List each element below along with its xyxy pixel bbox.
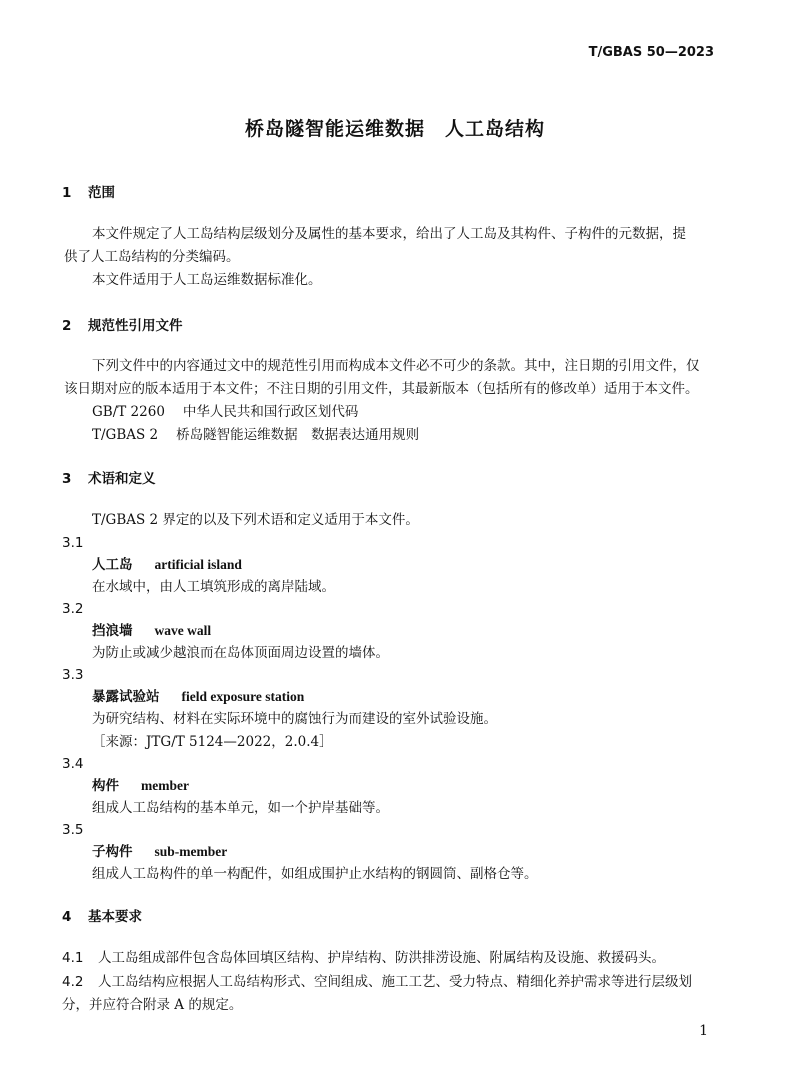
standard-number: T/GBAS 50—2023: [588, 45, 714, 60]
requirement-continuation: 分，并应符合附录 A 的规定。: [62, 997, 243, 1013]
term-entry: [92, 843, 227, 861]
reference-code: T/GBAS 2: [92, 427, 159, 443]
term-zh: 挡浪墙: [92, 623, 133, 639]
term-definition: 为防止或减少越浪而在岛体顶面周边设置的墙体。: [92, 645, 389, 661]
requirement-text: 人工岛组成部件包含岛体回填区结构、护岸结构、防洪排涝设施、附属结构及设施、救援码头。: [98, 950, 665, 966]
paragraph: 本文件适用于人工岛运维数据标准化。: [92, 272, 322, 288]
normative-reference: [92, 403, 358, 421]
term-definition: 组成人工岛构件的单一构配件，如组成围护止水结构的钢圆筒、副格仓等。: [92, 866, 538, 882]
requirement-text: 人工岛结构应根据人工岛结构形式、空间组成、施工工艺、受力特点、精细化养护需求等进行层级划: [98, 974, 692, 990]
page-number: 1: [699, 1023, 708, 1039]
section-title: 范围: [88, 185, 115, 201]
requirement-item: [62, 973, 692, 991]
term-number: 3.2: [62, 601, 84, 617]
term-en: field exposure station: [181, 689, 305, 704]
paragraph: T/GBAS 2 界定的以及下列术语和定义适用于本文件。: [92, 512, 419, 528]
section-number: 3: [62, 471, 72, 487]
term-zh: 构件: [92, 778, 119, 794]
requirement-item: [62, 949, 665, 967]
paragraph-line: 下列文件中的内容通过文中的规范性引用而构成本文件必不可少的条款。其中，注日期的引用文件，仅: [92, 358, 700, 374]
reference-title: 桥岛隧智能运维数据 数据表达通用规则: [176, 427, 420, 443]
reference-title: 中华人民共和国行政区划代码: [182, 404, 359, 420]
term-en: member: [141, 778, 189, 793]
term-definition: 为研究结构、材料在实际环境中的腐蚀行为而建设的室外试验设施。: [92, 711, 497, 727]
paragraph-line: 该日期对应的版本适用于本文件；不注日期的引用文件，其最新版本（包括所有的修改单）适用于本文件。: [64, 381, 699, 397]
term-definition: 组成人工岛结构的基本单元，如一个护岸基础等。: [92, 800, 389, 816]
term-zh: 子构件: [92, 844, 133, 860]
term-number: 3.3: [62, 667, 84, 683]
section-number: 4: [62, 909, 72, 925]
section-4-heading: [62, 908, 142, 926]
section-number: 1: [62, 185, 72, 201]
term-zh: 人工岛: [92, 557, 133, 573]
term-number: 3.1: [62, 535, 84, 551]
clause-number: 4.2: [62, 974, 84, 990]
term-number: 3.5: [62, 822, 84, 838]
section-number: 2: [62, 318, 72, 334]
term-entry: [92, 622, 211, 640]
term-entry: [92, 556, 242, 574]
section-2-heading: [62, 317, 183, 335]
paragraph-line: 本文件规定了人工岛结构层级划分及属性的基本要求，给出了人工岛及其构件、子构件的元数据，提: [92, 226, 686, 242]
section-title: 术语和定义: [88, 471, 156, 487]
clause-number: 4.1: [62, 950, 84, 966]
term-zh: 暴露试验站: [92, 689, 160, 705]
document-title: 桥岛隧智能运维数据 人工岛结构: [244, 118, 545, 140]
term-en: sub-member: [154, 844, 228, 859]
paragraph-line: 供了人工岛结构的分类编码。: [64, 249, 240, 265]
section-title: 基本要求: [88, 909, 142, 925]
section-3-heading: [62, 470, 156, 488]
term-entry: [92, 688, 304, 706]
reference-code: GB/T 2260: [92, 404, 165, 420]
section-1-heading: [62, 184, 115, 202]
section-title: 规范性引用文件: [88, 318, 183, 334]
term-definition: 在水域中，由人工填筑形成的离岸陆域。: [92, 579, 335, 595]
term-source: ［来源：JTG/T 5124—2022，2.0.4］: [92, 734, 333, 750]
term-number: 3.4: [62, 756, 84, 772]
term-en: artificial island: [154, 557, 242, 572]
term-entry: [92, 777, 189, 795]
normative-reference: [92, 426, 419, 444]
term-en: wave wall: [154, 623, 212, 638]
